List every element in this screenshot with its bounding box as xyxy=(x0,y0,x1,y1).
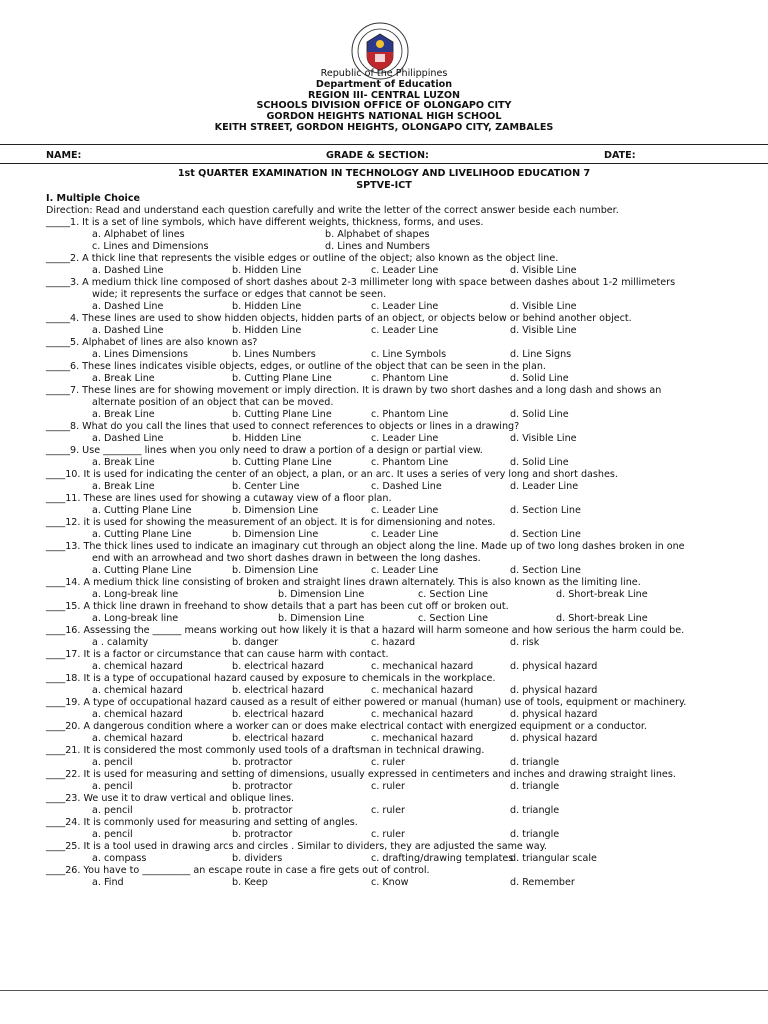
answer-options xyxy=(46,349,762,361)
exam-content xyxy=(46,193,762,889)
answer-option: d. risk xyxy=(510,637,540,648)
answer-options xyxy=(46,829,762,841)
answer-option: b. Alphabet of shapes xyxy=(325,229,430,240)
answer-option: d. triangle xyxy=(510,757,560,768)
answer-options xyxy=(46,505,762,517)
question-stem: ____13. The thick lines used to indicate an imaginary cut through an object along the line. Made up of two long dashes broken in one xyxy=(46,541,685,552)
answer-option: a. Break Line xyxy=(92,409,155,420)
question-item xyxy=(46,577,762,601)
answer-option: b. Dimension Line xyxy=(278,613,365,624)
date-label: DATE: xyxy=(604,150,636,161)
answer-option: d. Line Signs xyxy=(510,349,572,360)
header-line: Republic of the Philippines xyxy=(320,68,448,79)
question-stem: ____18. It is a type of occupational hazard caused by exposure to chemicals in the workplace. xyxy=(46,673,496,684)
answer-option: d. physical hazard xyxy=(510,709,598,720)
answer-option: a. pencil xyxy=(92,805,133,816)
answer-option: b. Dimension Line xyxy=(232,529,319,540)
section-title: I. Multiple Choice xyxy=(46,193,141,204)
header-divider xyxy=(0,144,768,145)
answer-option: d. Solid Line xyxy=(510,457,569,468)
header-line: Department of Education xyxy=(315,78,453,90)
question-stem: ____11. These are lines used for showing a cutaway view of a floor plan. xyxy=(46,493,392,504)
answer-option: c. Know xyxy=(371,877,409,888)
answer-option: d. Section Line xyxy=(510,565,581,576)
answer-options xyxy=(46,457,762,469)
answer-options xyxy=(46,301,762,313)
answer-options xyxy=(46,661,762,673)
question-stem: _____3. A medium thick line composed of short dashes about 2-3 millimeter long with space between dashes about 1-2 millimeters xyxy=(46,277,676,288)
answer-option: a. chemical hazard xyxy=(92,685,183,696)
answer-option: c. Phantom Line xyxy=(371,409,449,420)
answer-options xyxy=(46,853,762,865)
answer-option: d. physical hazard xyxy=(510,733,598,744)
question-item xyxy=(46,721,762,745)
answer-option: b. Keep xyxy=(232,877,268,888)
answer-option: b. Cutting Plane Line xyxy=(232,373,332,384)
question-stem: ____12. it is used for showing the measurement of an object. It is for dimensioning and notes. xyxy=(46,517,496,528)
answer-options xyxy=(46,241,762,253)
question-stem: _____1. It is a set of line symbols, which have different weights, thickness, forms, and uses. xyxy=(46,217,484,228)
header-line: GORDON HEIGHTS NATIONAL HIGH SCHOOL xyxy=(266,111,502,123)
info-divider xyxy=(0,163,768,164)
answer-options xyxy=(46,529,762,541)
answer-option: c. Leader Line xyxy=(371,529,439,540)
question-item xyxy=(46,469,762,493)
answer-option: a. Dashed Line xyxy=(92,433,164,444)
answer-option: a. chemical hazard xyxy=(92,733,183,744)
answer-option: d. Solid Line xyxy=(510,373,569,384)
answer-options xyxy=(46,709,762,721)
answer-option: a. Alphabet of lines xyxy=(92,229,185,240)
header-line: REGION III- CENTRAL LUZON xyxy=(307,89,461,101)
question-stem-continued: wide; it represents the surface or edges that cannot be seen. xyxy=(92,289,387,300)
question-item xyxy=(46,517,762,541)
answer-option: c. Section Line xyxy=(418,613,489,624)
answer-option: c. hazard xyxy=(371,637,416,648)
answer-options xyxy=(46,685,762,697)
answer-option: a . calamity xyxy=(92,637,149,648)
answer-option: b. Dimension Line xyxy=(278,589,365,600)
question-item xyxy=(46,817,762,841)
question-item xyxy=(46,865,762,889)
answer-option: d. Visible Line xyxy=(510,301,577,312)
question-stem: _____7. These lines are for showing movement or imply direction. It is drawn by two short dashes and a long dash and shows an xyxy=(46,385,662,396)
answer-option: a. Find xyxy=(92,877,124,888)
question-stem: ____19. A type of occupational hazard caused as a result of either powered or manual (human) use of tools, equipment or machinery. xyxy=(46,697,687,708)
answer-option: b. electrical hazard xyxy=(232,685,324,696)
answer-option: d. triangle xyxy=(510,781,560,792)
question-stem: ____21. It is considered the most commonly used tools of a draftsman in technical drawing. xyxy=(46,745,485,756)
question-item xyxy=(46,217,762,253)
answer-option: a. Break Line xyxy=(92,481,155,492)
question-item xyxy=(46,493,762,517)
answer-option: d. Short-break Line xyxy=(556,613,648,624)
question-item xyxy=(46,697,762,721)
answer-options xyxy=(46,637,762,649)
question-stem: _____2. A thick line that represents the visible edges or outline of the object; also known as the object line. xyxy=(46,253,559,264)
question-stem: ____15. A thick line drawn in freehand to show details that a part has been cut off or broken out. xyxy=(46,601,509,612)
answer-option: b. dividers xyxy=(232,853,283,864)
answer-options xyxy=(46,757,762,769)
answer-options xyxy=(46,409,762,421)
question-stem: ____20. A dangerous condition where a worker can or does make electrical contact with energized equipment or a conductor. xyxy=(46,721,647,732)
answer-option: b. danger xyxy=(232,637,279,648)
answer-options xyxy=(46,481,762,493)
answer-option: b. Dimension Line xyxy=(232,505,319,516)
question-item xyxy=(46,313,762,337)
answer-option: b. Hidden Line xyxy=(232,265,302,276)
answer-option: b. protractor xyxy=(232,829,293,840)
question-stem: ____14. A medium thick line consisting of broken and straight lines drawn alternately. This is also known as the limiting line. xyxy=(46,577,641,588)
answer-options xyxy=(46,589,762,601)
answer-option: c. ruler xyxy=(371,781,405,792)
answer-options xyxy=(46,877,762,889)
answer-option: a. compass xyxy=(92,853,147,864)
answer-options xyxy=(46,565,762,577)
answer-option: c. Leader Line xyxy=(371,565,439,576)
question-stem: ____26. You have to __________ an escape route in case a fire gets out of control. xyxy=(46,865,430,876)
question-item xyxy=(46,793,762,817)
answer-option: b. electrical hazard xyxy=(232,661,324,672)
answer-option: a. pencil xyxy=(92,781,133,792)
answer-option: a. Dashed Line xyxy=(92,325,164,336)
answer-option: c. Leader Line xyxy=(371,301,439,312)
answer-option: c. drafting/drawing templates xyxy=(371,853,514,864)
answer-option: a. chemical hazard xyxy=(92,661,183,672)
answer-option: a. Dashed Line xyxy=(92,265,164,276)
answer-option: c. mechanical hazard xyxy=(371,709,474,720)
answer-option: c. mechanical hazard xyxy=(371,661,474,672)
answer-option: a. Cutting Plane Line xyxy=(92,565,192,576)
question-stem: _____9. Use ________ lines when you only need to draw a portion of a design or partial view. xyxy=(46,445,483,456)
answer-option: a. Break Line xyxy=(92,373,155,384)
answer-option: c. ruler xyxy=(371,757,405,768)
answer-option: b. Dimension Line xyxy=(232,565,319,576)
answer-option: d. Remember xyxy=(510,877,575,888)
answer-option: d. Section Line xyxy=(510,529,581,540)
question-stem: _____4. These lines are used to show hidden objects, hidden parts of an object, or objects below or behind another object. xyxy=(46,313,632,324)
answer-option: c. Line Symbols xyxy=(371,349,447,360)
answer-options xyxy=(46,325,762,337)
answer-options xyxy=(46,733,762,745)
question-stem: ____23. We use it to draw vertical and oblique lines. xyxy=(46,793,295,804)
answer-option: a. Cutting Plane Line xyxy=(92,505,192,516)
answer-option: b. Center Line xyxy=(232,481,300,492)
answer-option: c. Section Line xyxy=(418,589,489,600)
answer-option: a. Dashed Line xyxy=(92,301,164,312)
footer-divider xyxy=(0,990,768,991)
answer-option: d. Lines and Numbers xyxy=(325,241,430,252)
question-item xyxy=(46,253,762,277)
question-item xyxy=(46,745,762,769)
answer-option: c. mechanical hazard xyxy=(371,733,474,744)
answer-option: b. electrical hazard xyxy=(232,733,324,744)
answer-option: b. electrical hazard xyxy=(232,709,324,720)
answer-option: d. triangle xyxy=(510,805,560,816)
question-stem: ____10. It is used for indicating the center of an object, a plan, or an arc. It uses a series of very long and short dashes. xyxy=(46,469,618,480)
answer-option: c. mechanical hazard xyxy=(371,685,474,696)
answer-options xyxy=(46,265,762,277)
answer-option: d. Visible Line xyxy=(510,325,577,336)
answer-option: c. Leader Line xyxy=(371,433,439,444)
question-item xyxy=(46,541,762,577)
answer-option: d. physical hazard xyxy=(510,661,598,672)
exam-title: 1st QUARTER EXAMINATION IN TECHNOLOGY AND LIVELIHOOD EDUCATION 7 xyxy=(177,168,591,179)
question-item xyxy=(46,445,762,469)
grade-section-label: GRADE & SECTION: xyxy=(326,150,429,161)
answer-option: b. protractor xyxy=(232,781,293,792)
answer-option: b. protractor xyxy=(232,805,293,816)
answer-option: c. Leader Line xyxy=(371,265,439,276)
answer-options xyxy=(46,781,762,793)
answer-option: a. pencil xyxy=(92,757,133,768)
question-item xyxy=(46,649,762,673)
answer-option: c. Phantom Line xyxy=(371,457,449,468)
question-item xyxy=(46,421,762,445)
header-line: KEITH STREET, GORDON HEIGHTS, OLONGAPO CITY, ZAMBALES xyxy=(214,121,554,133)
answer-option: a. Cutting Plane Line xyxy=(92,529,192,540)
answer-option: b. Cutting Plane Line xyxy=(232,409,332,420)
answer-option: d. Short-break Line xyxy=(556,589,648,600)
answer-options xyxy=(46,373,762,385)
question-stem: _____8. What do you call the lines that used to connect references to objects or lines in a drawing? xyxy=(46,421,520,432)
question-item xyxy=(46,601,762,625)
answer-option: c. ruler xyxy=(371,805,405,816)
question-item xyxy=(46,337,762,361)
answer-option: d. triangle xyxy=(510,829,560,840)
question-stem: ____22. It is used for measuring and setting of dimensions, usually expressed in centimeters and inches and drawing straight lines. xyxy=(46,769,676,780)
question-stem-continued: end with an arrowhead and two short dashes drawn in between the long dashes. xyxy=(92,553,481,564)
question-stem: _____6. These lines indicates visible objects, edges, or outline of the object that can be seen in the plan. xyxy=(46,361,546,372)
answer-option: c. Phantom Line xyxy=(371,373,449,384)
question-list xyxy=(46,217,762,889)
answer-option: c. Leader Line xyxy=(371,505,439,516)
answer-option: b. Lines Numbers xyxy=(232,349,316,360)
question-item xyxy=(46,769,762,793)
answer-option: d. Visible Line xyxy=(510,265,577,276)
answer-option: b. Hidden Line xyxy=(232,433,302,444)
answer-option: c. ruler xyxy=(371,829,405,840)
exam-subtitle: SPTVE-ICT xyxy=(356,180,412,191)
answer-options xyxy=(46,805,762,817)
question-stem-continued: alternate position of an object that can be moved. xyxy=(92,397,334,408)
answer-options xyxy=(46,229,762,241)
question-stem: ____17. It is a factor or circumstance that can cause harm with contact. xyxy=(46,649,389,660)
name-label: NAME: xyxy=(46,150,82,161)
question-item xyxy=(46,841,762,865)
answer-option: b. protractor xyxy=(232,757,293,768)
answer-option: c. Dashed Line xyxy=(371,481,442,492)
question-item xyxy=(46,625,762,649)
answer-option: b. Hidden Line xyxy=(232,325,302,336)
question-item xyxy=(46,385,762,421)
student-info-row xyxy=(46,150,746,162)
question-item xyxy=(46,673,762,697)
answer-options xyxy=(46,433,762,445)
answer-option: c. Leader Line xyxy=(371,325,439,336)
answer-option: d. Leader Line xyxy=(510,481,579,492)
answer-option: b. Hidden Line xyxy=(232,301,302,312)
answer-option: d. Visible Line xyxy=(510,433,577,444)
question-item xyxy=(46,277,762,313)
answer-option: c. Lines and Dimensions xyxy=(92,241,209,252)
answer-option: a. Break Line xyxy=(92,457,155,468)
answer-option: a. chemical hazard xyxy=(92,709,183,720)
answer-option: b. Cutting Plane Line xyxy=(232,457,332,468)
answer-option: a. Long-break line xyxy=(92,589,179,600)
answer-option: d. triangular scale xyxy=(510,853,597,864)
answer-option: d. Solid Line xyxy=(510,409,569,420)
answer-option: d. Section Line xyxy=(510,505,581,516)
answer-option: a. Long-break line xyxy=(92,613,179,624)
answer-option: d. physical hazard xyxy=(510,685,598,696)
question-stem: _____5. Alphabet of lines are also known as? xyxy=(46,337,258,348)
question-item xyxy=(46,361,762,385)
direction-text: Direction: Read and understand each question carefully and write the letter of the correct answer beside each number. xyxy=(46,205,619,216)
question-stem: ____24. It is commonly used for measuring and setting of angles. xyxy=(46,817,358,828)
question-stem: ____25. It is a tool used in drawing arcs and circles . Similar to dividers, they are adjusted the same way. xyxy=(46,841,547,852)
school-header xyxy=(0,69,768,134)
answer-option: a. Lines Dimensions xyxy=(92,349,189,360)
answer-options xyxy=(46,613,762,625)
header-line: SCHOOLS DIVISION OFFICE OF OLONGAPO CITY xyxy=(256,100,512,112)
question-stem: ____16. Assessing the ______ means working out how likely it is that a hazard will harm someone and how serious the harm could be. xyxy=(46,625,685,636)
answer-option: a. pencil xyxy=(92,829,133,840)
